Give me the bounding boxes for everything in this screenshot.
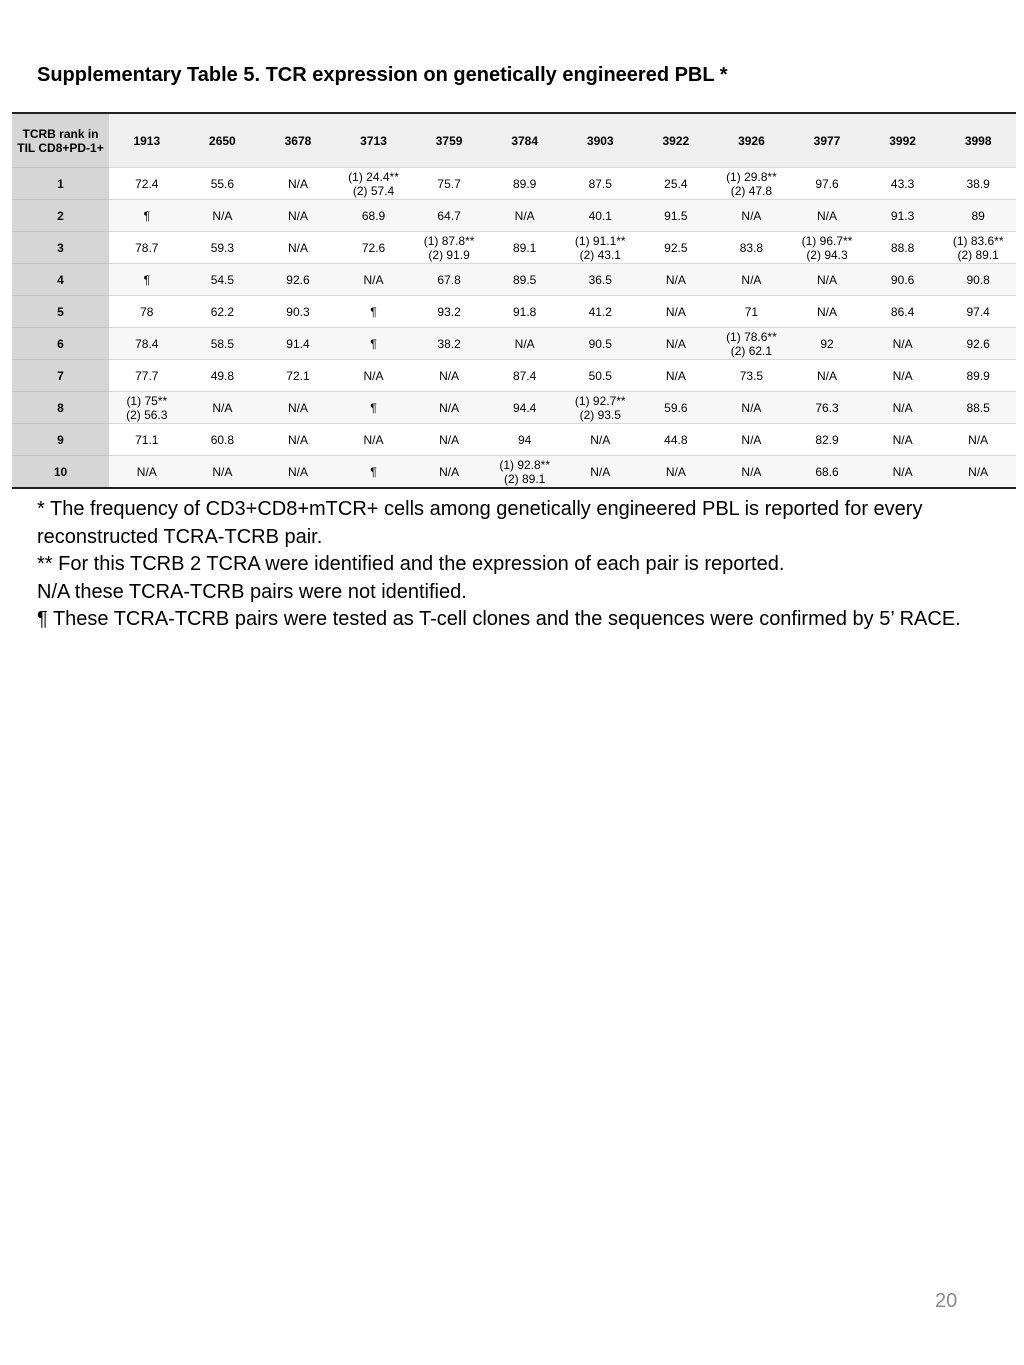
row-rank-cell: 4 xyxy=(12,264,109,296)
cell-value: (1) 29.8** xyxy=(726,169,777,184)
table-cell xyxy=(260,200,336,232)
footnotes xyxy=(37,496,997,634)
column-header: 2650 xyxy=(209,133,236,148)
cell-value: 88.8 xyxy=(890,240,915,255)
table-cell xyxy=(638,392,714,424)
cell-value: 38.9 xyxy=(966,176,990,191)
cell-value: (1) 83.6** xyxy=(952,233,1004,248)
cell-value: 68.6 xyxy=(815,464,839,479)
cell-value: 59.6 xyxy=(664,400,688,415)
cell-value: N/A xyxy=(439,464,460,479)
cell-value: N/A xyxy=(439,400,460,415)
column-header: 3903 xyxy=(586,133,614,148)
cell-value: 44.8 xyxy=(664,432,688,447)
table-cell xyxy=(865,264,941,296)
table-cell xyxy=(411,168,487,200)
cell-value: (1) 92.8** xyxy=(499,457,551,472)
column-header: 3678 xyxy=(284,133,312,148)
cell-value: 87.5 xyxy=(588,176,612,191)
table-cell xyxy=(109,232,185,264)
cell-value: 62.2 xyxy=(210,304,235,319)
table-row xyxy=(12,168,1016,200)
column-header: 3922 xyxy=(662,133,690,148)
cell-value: N/A xyxy=(968,432,989,447)
cell-value: 68.9 xyxy=(361,208,386,223)
cell-value: N/A xyxy=(816,304,837,319)
table-cell xyxy=(260,232,336,264)
table-cell xyxy=(411,360,487,392)
table-cell xyxy=(109,456,185,488)
table-cell xyxy=(411,200,487,232)
footnote-asterisk: * The frequency of CD3+CD8+mTCR+ cells among genetically engineered PBL is reported for every reconstructed TCRA-TCRB pair. xyxy=(37,498,923,548)
cell-value: (1) 91.1** xyxy=(574,233,626,248)
cell-value: 87.4 xyxy=(513,368,537,383)
table-cell xyxy=(411,424,487,456)
table-cell xyxy=(638,424,714,456)
table-cell xyxy=(336,200,412,232)
cell-value: 83.8 xyxy=(739,240,764,255)
cell-value: ¶ xyxy=(370,400,377,415)
cell-value: N/A xyxy=(892,336,913,351)
table-cell xyxy=(260,264,336,296)
table-cell xyxy=(109,424,185,456)
table-cell xyxy=(109,360,185,392)
table-cell xyxy=(940,168,1016,200)
cell-value: N/A xyxy=(816,272,837,287)
table-cell xyxy=(487,424,563,456)
cell-value: 91.5 xyxy=(664,208,688,223)
table-cell xyxy=(109,200,185,232)
cell-value: (1) 92.7** xyxy=(574,393,626,408)
cell-value: N/A xyxy=(892,464,913,479)
table-cell xyxy=(487,296,563,328)
table-cell xyxy=(714,232,790,264)
table-cell xyxy=(789,200,865,232)
table-cell xyxy=(336,328,412,360)
table-cell xyxy=(562,264,638,296)
table-cell xyxy=(260,456,336,488)
cell-value: 58.5 xyxy=(210,336,235,351)
cell-value: (2) 94.3 xyxy=(806,247,848,262)
cell-value: N/A xyxy=(439,368,460,383)
table-cell xyxy=(940,392,1016,424)
table-cell xyxy=(562,232,638,264)
table-cell xyxy=(714,168,790,200)
cell-value: N/A xyxy=(590,432,611,447)
table-cell xyxy=(638,232,714,264)
table-cell xyxy=(411,392,487,424)
cell-value: 91.4 xyxy=(286,336,310,351)
table-cell xyxy=(109,328,185,360)
table-cell xyxy=(185,232,261,264)
cell-value: N/A xyxy=(287,176,308,191)
table-cell xyxy=(940,360,1016,392)
table-cell xyxy=(487,328,563,360)
cell-value: 59.3 xyxy=(210,240,235,255)
table-cell xyxy=(714,360,790,392)
page-number: 20 xyxy=(935,1290,958,1312)
table-header-row xyxy=(12,114,1016,168)
table-cell xyxy=(865,328,941,360)
cell-value: 71 xyxy=(744,304,759,319)
table-cell xyxy=(714,456,790,488)
table-cell xyxy=(411,328,487,360)
table-cell xyxy=(336,360,412,392)
table-cell xyxy=(789,296,865,328)
cell-value: N/A xyxy=(741,432,762,447)
cell-value: 94.4 xyxy=(513,400,537,415)
cell-value: N/A xyxy=(287,464,308,479)
table-row xyxy=(12,360,1016,392)
cell-value: 67.8 xyxy=(437,272,461,287)
cell-value: 76.3 xyxy=(815,400,839,415)
table-cell xyxy=(638,328,714,360)
cell-value: N/A xyxy=(665,304,686,319)
row-rank-cell: 7 xyxy=(12,360,109,392)
table-cell xyxy=(336,264,412,296)
row-rank-cell: 6 xyxy=(12,328,109,360)
cell-value: 71.1 xyxy=(135,432,159,447)
table-cell xyxy=(185,392,261,424)
table-row xyxy=(12,296,1016,328)
cell-value: 60.8 xyxy=(210,432,235,447)
cell-value: 64.7 xyxy=(437,208,461,223)
cell-value: (2) 56.3 xyxy=(126,407,168,422)
cell-value: N/A xyxy=(665,464,686,479)
cell-value: 49.8 xyxy=(210,368,235,383)
cell-value: (1) 75** xyxy=(126,393,168,408)
cell-value: N/A xyxy=(590,464,611,479)
table-cell xyxy=(714,296,790,328)
table-cell xyxy=(185,328,261,360)
cell-value: N/A xyxy=(212,400,233,415)
row-rank-cell: 10 xyxy=(12,456,109,488)
cell-value: 92.6 xyxy=(966,336,990,351)
cell-value: ¶ xyxy=(143,272,151,287)
corner-header-line: in TIL xyxy=(17,126,99,155)
cell-value: N/A xyxy=(363,272,384,287)
cell-value: N/A xyxy=(892,368,913,383)
corner-header-line: TCRB rank xyxy=(22,126,85,141)
cell-value: 55.6 xyxy=(210,176,235,191)
cell-value: 89 xyxy=(971,208,985,223)
page-title: Supplementary Table 5. TCR expression on genetically engineered PBL * xyxy=(37,64,728,86)
table-cell xyxy=(487,456,563,488)
cell-value: (2) 43.1 xyxy=(579,247,621,262)
cell-value: 86.4 xyxy=(890,304,915,319)
table-cell xyxy=(789,168,865,200)
table-cell xyxy=(109,296,185,328)
table-row xyxy=(12,392,1016,424)
table-cell xyxy=(562,296,638,328)
table-cell xyxy=(185,360,261,392)
cell-value: N/A xyxy=(816,208,837,223)
cell-value: N/A xyxy=(363,368,384,383)
table-cell xyxy=(940,424,1016,456)
table-cell xyxy=(487,168,563,200)
cell-value: 72.6 xyxy=(361,240,386,255)
cell-value: 90.3 xyxy=(286,304,310,319)
cell-value: 89.1 xyxy=(513,240,537,255)
cell-value: 78 xyxy=(140,304,154,319)
cell-value: N/A xyxy=(816,368,837,383)
cell-value: 93.2 xyxy=(437,304,461,319)
table-cell xyxy=(940,200,1016,232)
table-cell xyxy=(789,232,865,264)
table-cell xyxy=(714,392,790,424)
row-rank-cell: 8 xyxy=(12,392,109,424)
cell-value: 73.5 xyxy=(739,368,764,383)
cell-value: 54.5 xyxy=(210,272,235,287)
table-cell xyxy=(411,296,487,328)
table-cell xyxy=(109,392,185,424)
table-cell xyxy=(487,392,563,424)
cell-value: 97.6 xyxy=(815,176,839,191)
table-cell xyxy=(714,424,790,456)
table-cell xyxy=(260,296,336,328)
table-cell xyxy=(260,424,336,456)
corner-header-line: CD8+PD-1+ xyxy=(38,140,104,155)
footnote-pilcrow: ¶ These TCRA-TCRB pairs were tested as T-cell clones and the sequences were confirmed by 5’ RACE. xyxy=(37,608,961,630)
cell-value: N/A xyxy=(363,432,384,447)
cell-value: N/A xyxy=(892,432,913,447)
cell-value: ¶ xyxy=(370,336,377,351)
cell-value: 89.5 xyxy=(513,272,537,287)
table-cell xyxy=(865,360,941,392)
table-cell xyxy=(185,200,261,232)
cell-value: N/A xyxy=(892,400,913,415)
cell-value: (2) 62.1 xyxy=(730,343,773,358)
cell-value: N/A xyxy=(665,336,686,351)
table-cell xyxy=(487,200,563,232)
table-cell xyxy=(940,328,1016,360)
table-cell xyxy=(185,424,261,456)
cell-value: N/A xyxy=(287,432,308,447)
table-cell xyxy=(940,264,1016,296)
cell-value: N/A xyxy=(741,208,762,223)
table-cell xyxy=(487,360,563,392)
table-row xyxy=(12,424,1016,456)
table-cell xyxy=(865,232,941,264)
cell-value: ¶ xyxy=(143,208,151,223)
table-cell xyxy=(940,232,1016,264)
cell-value: 25.4 xyxy=(664,176,688,191)
row-rank-cell: 3 xyxy=(12,232,109,264)
table-cell xyxy=(562,360,638,392)
table-cell xyxy=(109,264,185,296)
cell-value: (1) 96.7** xyxy=(801,233,853,248)
column-header: 3713 xyxy=(360,133,387,148)
table-row xyxy=(12,264,1016,296)
footnote-na: N/A these TCRA-TCRB pairs were not identified. xyxy=(37,580,467,603)
table-cell xyxy=(638,200,714,232)
table-cell xyxy=(336,424,412,456)
table-cell xyxy=(336,392,412,424)
cell-value: 78.4 xyxy=(135,336,159,351)
table-cell xyxy=(336,456,412,488)
row-rank-cell: 1 xyxy=(12,168,109,200)
table-cell xyxy=(260,392,336,424)
table-cell xyxy=(940,296,1016,328)
table-row xyxy=(12,200,1016,232)
table-row xyxy=(12,328,1016,360)
table-cell xyxy=(185,456,261,488)
table-cell xyxy=(336,296,412,328)
table-cell xyxy=(638,168,714,200)
table-cell xyxy=(638,296,714,328)
table-cell xyxy=(411,232,487,264)
table-cell xyxy=(865,424,941,456)
cell-value: 90.5 xyxy=(588,336,612,351)
row-rank-cell: 9 xyxy=(12,424,109,456)
column-header: 1913 xyxy=(133,133,161,148)
column-header: 3926 xyxy=(738,133,765,148)
column-header: 3992 xyxy=(889,133,916,148)
cell-value: (2) 47.8 xyxy=(730,183,773,198)
table-cell xyxy=(185,296,261,328)
cell-value: 94 xyxy=(518,432,532,447)
table-cell xyxy=(789,456,865,488)
cell-value: (1) 78.6** xyxy=(726,329,777,344)
table-cell xyxy=(562,200,638,232)
row-rank-cell: 2 xyxy=(12,200,109,232)
table-cell xyxy=(865,168,941,200)
cell-value: N/A xyxy=(514,336,535,351)
cell-value: ¶ xyxy=(370,304,377,319)
cell-value: 88.5 xyxy=(966,400,990,415)
table-cell xyxy=(185,264,261,296)
cell-value: 38.2 xyxy=(437,336,461,351)
table-cell xyxy=(562,328,638,360)
cell-value: 90.6 xyxy=(890,272,915,287)
cell-value: N/A xyxy=(741,400,762,415)
table-body xyxy=(12,168,1016,488)
cell-value: N/A xyxy=(212,208,233,223)
cell-value: N/A xyxy=(287,400,308,415)
cell-value: 91.8 xyxy=(513,304,537,319)
cell-value: (2) 57.4 xyxy=(352,183,395,198)
table-cell xyxy=(789,360,865,392)
cell-value: 50.5 xyxy=(588,368,612,383)
table-cell xyxy=(260,168,336,200)
table-cell xyxy=(336,232,412,264)
cell-value: ¶ xyxy=(370,464,377,479)
table-cell xyxy=(865,456,941,488)
table-cell xyxy=(562,424,638,456)
cell-value: N/A xyxy=(439,432,460,447)
cell-value: N/A xyxy=(212,464,233,479)
cell-value: 90.8 xyxy=(966,272,990,287)
column-header: 3998 xyxy=(964,133,992,148)
cell-value: N/A xyxy=(287,208,308,223)
cell-value: (2) 93.5 xyxy=(579,407,621,422)
table-cell xyxy=(260,360,336,392)
table-cell xyxy=(940,456,1016,488)
cell-value: 89.9 xyxy=(966,368,990,383)
cell-value: N/A xyxy=(665,368,686,383)
cell-value: 82.9 xyxy=(815,432,839,447)
corner-header-cell xyxy=(12,114,109,168)
column-header: 3759 xyxy=(435,133,463,148)
table-cell xyxy=(865,392,941,424)
cell-value: (2) 91.9 xyxy=(428,247,470,262)
column-header: 3784 xyxy=(511,133,539,148)
cell-value: 36.5 xyxy=(588,272,612,287)
table-cell xyxy=(789,392,865,424)
cell-value: 72.1 xyxy=(286,368,310,383)
table-cell xyxy=(411,264,487,296)
footnote-double-asterisk: ** For this TCRB 2 TCRA were identified and the expression of each pair is reported. xyxy=(37,553,785,575)
table-cell xyxy=(562,392,638,424)
cell-value: 91.3 xyxy=(890,208,915,223)
cell-value: N/A xyxy=(741,464,762,479)
table-cell xyxy=(185,168,261,200)
cell-value: (1) 24.4** xyxy=(348,169,399,184)
column-header: 3977 xyxy=(813,133,841,148)
cell-value: N/A xyxy=(968,464,989,479)
table-cell xyxy=(562,168,638,200)
table-row xyxy=(12,232,1016,264)
row-rank-cell: 5 xyxy=(12,296,109,328)
table-cell xyxy=(714,264,790,296)
cell-value: 92 xyxy=(820,336,834,351)
cell-value: N/A xyxy=(665,272,686,287)
cell-value: 40.1 xyxy=(588,208,612,223)
cell-value: 92.6 xyxy=(286,272,310,287)
table-cell xyxy=(487,232,563,264)
cell-value: (2) 89.1 xyxy=(957,247,999,262)
table-cell xyxy=(260,328,336,360)
cell-value: 77.7 xyxy=(135,368,159,383)
table-cell xyxy=(562,456,638,488)
cell-value: 43.3 xyxy=(890,176,915,191)
table-cell xyxy=(789,264,865,296)
cell-value: N/A xyxy=(514,208,535,223)
cell-value: (1) 87.8** xyxy=(423,233,475,248)
cell-value: 75.7 xyxy=(437,176,461,191)
cell-value: 72.4 xyxy=(135,176,159,191)
cell-value: 92.5 xyxy=(664,240,688,255)
table-cell xyxy=(714,328,790,360)
table-cell xyxy=(336,168,412,200)
table-cell xyxy=(411,456,487,488)
cell-value: 89.9 xyxy=(513,176,537,191)
table-row xyxy=(12,456,1016,488)
cell-value: N/A xyxy=(741,272,762,287)
table-cell xyxy=(789,328,865,360)
table-cell xyxy=(714,200,790,232)
table-cell xyxy=(487,264,563,296)
table-cell xyxy=(865,296,941,328)
table-cell xyxy=(789,424,865,456)
cell-value: 41.2 xyxy=(588,304,612,319)
cell-value: 97.4 xyxy=(966,304,990,319)
table-cell xyxy=(109,168,185,200)
table-cell xyxy=(638,456,714,488)
cell-value: 78.7 xyxy=(135,240,159,255)
cell-value: N/A xyxy=(136,464,157,479)
cell-value: N/A xyxy=(287,240,308,255)
table-cell xyxy=(865,200,941,232)
cell-value: (2) 89.1 xyxy=(504,471,546,486)
table-cell xyxy=(638,264,714,296)
tcr-expression-table xyxy=(12,112,1016,489)
table-cell xyxy=(638,360,714,392)
